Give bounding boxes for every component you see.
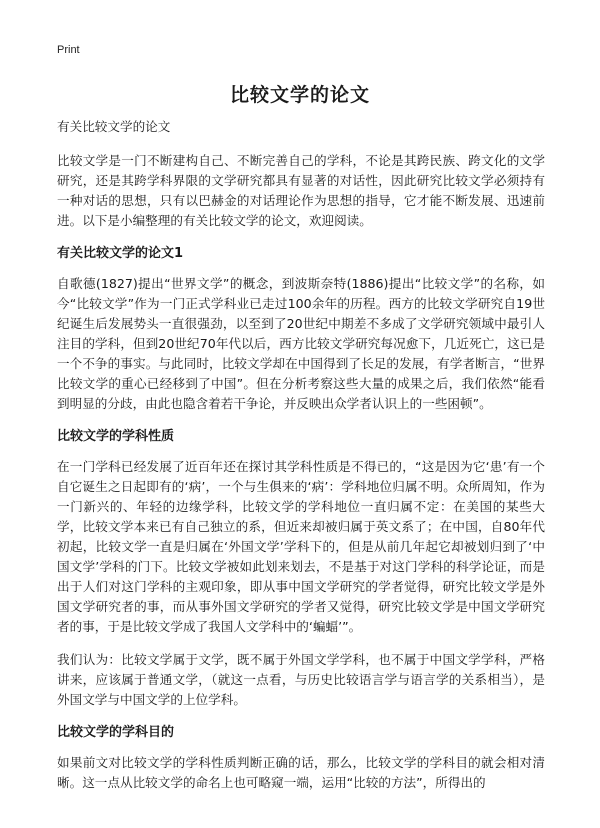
intro-paragraph: 比较文学是一门不断建构自己、不断完善自己的学科，不论是其跨民族、跨文化的文学研究，还是其跨学科界限的文学研究都具有显著的对话性，因此研究比较文学必须持有一种对话的思想，只有以巴赫金的对话理论作为思想的指导，它才能不断发展、迅速前进。以下是小编整理的有关比较文学的论文，欢迎阅读。 [57,153,545,228]
section-heading: 有关比较文学的论文1 [57,246,184,261]
paragraph: 在一门学科已经发展了近百年还在探讨其学科性质是不得已的，“这是因为它‘患’有一个自它诞生之日起即有的‘病’，一个与生俱来的‘病’：学科地位归属不明。众所周知，作为一门新兴的、年轻的边缘学科，比较文学的学科地位一直归属不定：在美国的某些大学，比较文学本来已有自己独立的系，但近来却被归属于英文系了；在中国，自80年代初起，比较文学一直是归属在‘外国文学’学科下的，但是从前几年起它却被划归到了‘中国文学’学科的门下。比较文学被如此划来划去，不是基于对这门学科的科学论证，而是出于人们对这门学科的主观印象，即从事中国文学研究的学者觉得，研究比较文学是外国文学研究者的事，而从事外国文学研究的学者又觉得，研究比较文学是中国文学研究者的事，于是比较文学成了我国人文学科中的‘蝙蝠’”。 [57,459,545,634]
section-heading: 比较文学的学科目的 [57,725,175,740]
document-title: 比较文学的论文 [229,84,370,106]
paragraph: 如果前文对比较文学的学科性质判断正确的话，那么，比较文学的学科目的就会相对清晰。这一点从比较文学的命名上也可略窥一端，运用“比较的方法”，所得出的 [57,755,545,790]
paragraph: 我们认为：比较文学属于文学，既不属于外国文学学科，也不属于中国文学学科，严格讲来，应该属于普通文学，（就这一点看，与历史比较语言学与语言学的关系相当），是外国文学与中国文学的上位学科。 [57,652,545,707]
paragraph: 自歌德(1827)提出“世界文学”的概念，到波斯奈特(1886)提出“比较文学”的名称，如今“比较文学”作为一门正式学科业已走过100余年的历程。西方的比较文学研究自19世纪诞生后发展势头一直很强劲，以至到了20世纪中期差不多成了文学研究领域中最引人注目的学科，但到20世纪70年代以后，西方比较文学研究每况愈下，几近死亡，这已是一个不争的事实。与此同时，比较文学却在中国得到了长足的发展，有学者断言，“世界比较文学的重心已经移到了中国”。但在分析考察这些大量的成果之后，我们依然“能看到明显的分歧，由此也隐含着若干争论，并反映出众学者认识上的一些困顿”。 [57,276,545,411]
section-heading: 比较文学的学科性质 [57,429,175,444]
print-link[interactable]: Print [57,44,80,56]
document-subtitle: 有关比较文学的论文 [57,119,171,134]
document-body [57,117,545,806]
